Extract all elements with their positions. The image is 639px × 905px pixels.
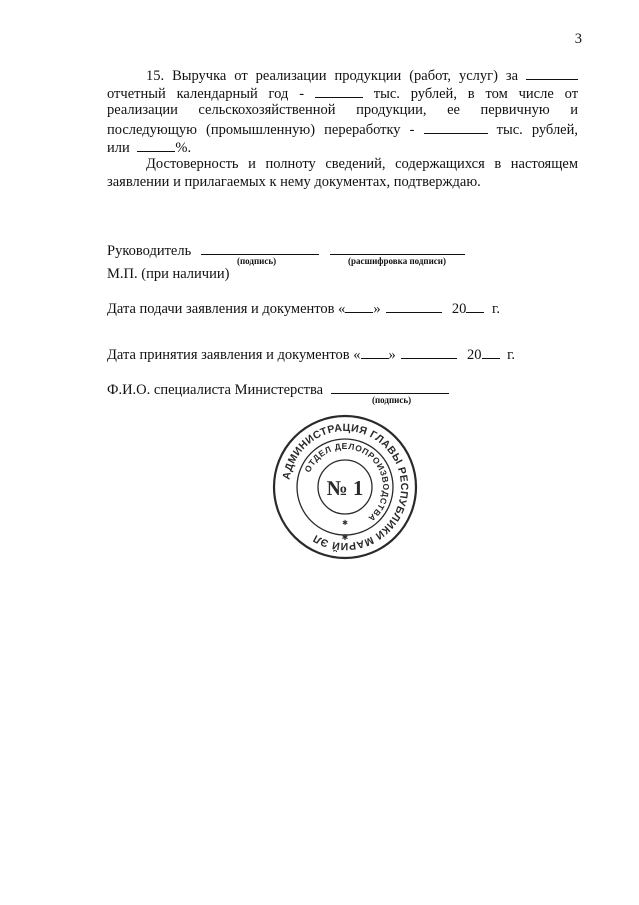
item15-line1 — [146, 66, 578, 85]
confirmation-line2 — [107, 174, 481, 191]
confirmation-text-1: Достоверность и полноту сведений, содержащихся в настоящем — [146, 156, 578, 172]
agri-revenue-blank — [424, 120, 488, 134]
acceptance-quote-close: » — [388, 347, 396, 363]
submission-date-row — [107, 299, 500, 318]
acceptance-year-prefix: 20 — [467, 347, 482, 363]
percent-blank — [137, 138, 175, 152]
head-signature-line — [201, 241, 319, 255]
item15-text-5b: %. — [175, 140, 192, 156]
item15-line5 — [107, 138, 191, 157]
stamp-small-star-icon: ✱ — [342, 519, 348, 527]
page-number: 3 — [574, 31, 582, 47]
stamp-center-text: № 1 — [326, 476, 364, 500]
seal-label: М.П. (при наличии) — [107, 266, 230, 282]
item15-text-2b: тыс. рублей, в том числе от — [373, 86, 579, 102]
acceptance-year-suffix: г. — [507, 347, 516, 363]
acceptance-day-blank — [361, 345, 389, 359]
submission-month-blank — [386, 299, 442, 313]
submission-day-blank — [345, 299, 373, 313]
acceptance-date-row — [107, 345, 515, 364]
specialist-label: Ф.И.О. специалиста Министерства — [107, 382, 324, 398]
submission-year-prefix: 20 — [451, 301, 467, 317]
submission-year-blank — [466, 299, 484, 313]
item15-line2 — [107, 84, 578, 103]
specialist-signature-caption: (подпись) — [372, 395, 412, 405]
submission-date-label: Дата подачи заявления и документов « — [107, 301, 346, 317]
acceptance-date-label: Дата принятия заявления и документов « — [107, 347, 361, 363]
stamp-outer-text: АДМИНИСТРАЦИЯ ГЛАВЫ РЕСПУБЛИКИ МАРИЙ ЭЛ — [280, 421, 411, 553]
item15-text-2a: отчетный календарный год - — [107, 86, 305, 102]
signature-caption: (подпись) — [237, 256, 277, 266]
submission-quote-close: » — [373, 301, 381, 317]
item15-line3 — [107, 102, 578, 119]
acceptance-month-blank — [401, 345, 457, 359]
head-label: Руководитель — [107, 243, 192, 259]
submission-year-suffix: г. — [492, 301, 500, 317]
official-stamp — [270, 412, 420, 562]
item15-text-3: реализации сельскохозяйственной продукции, ее первичную и — [107, 102, 578, 118]
item15-line4 — [107, 120, 578, 139]
head-decoding-line — [330, 241, 465, 255]
stamp-star-icon: ✱ — [341, 533, 349, 542]
stamp-inner-text: ОТДЕЛ ДЕЛОПРОИЗВОДСТВА — [302, 440, 392, 524]
item15-text-4a: последующую (промышленную) переработку - — [107, 122, 415, 138]
confirmation-text-2: заявлении и прилагаемых к нему документах, подтверждаю. — [107, 174, 481, 190]
period-blank — [526, 66, 578, 80]
item15-text-1: 15. Выручка от реализации продукции (работ, услуг) за — [146, 68, 519, 84]
item15-text-4b: тыс. рублей, — [496, 122, 579, 138]
decoding-caption: (расшифровка подписи) — [348, 256, 446, 266]
revenue-blank — [315, 84, 363, 98]
item15-text-5a: или — [107, 140, 130, 156]
confirmation-line1 — [146, 156, 578, 173]
specialist-signature-line — [331, 380, 449, 394]
acceptance-year-blank — [482, 345, 500, 359]
